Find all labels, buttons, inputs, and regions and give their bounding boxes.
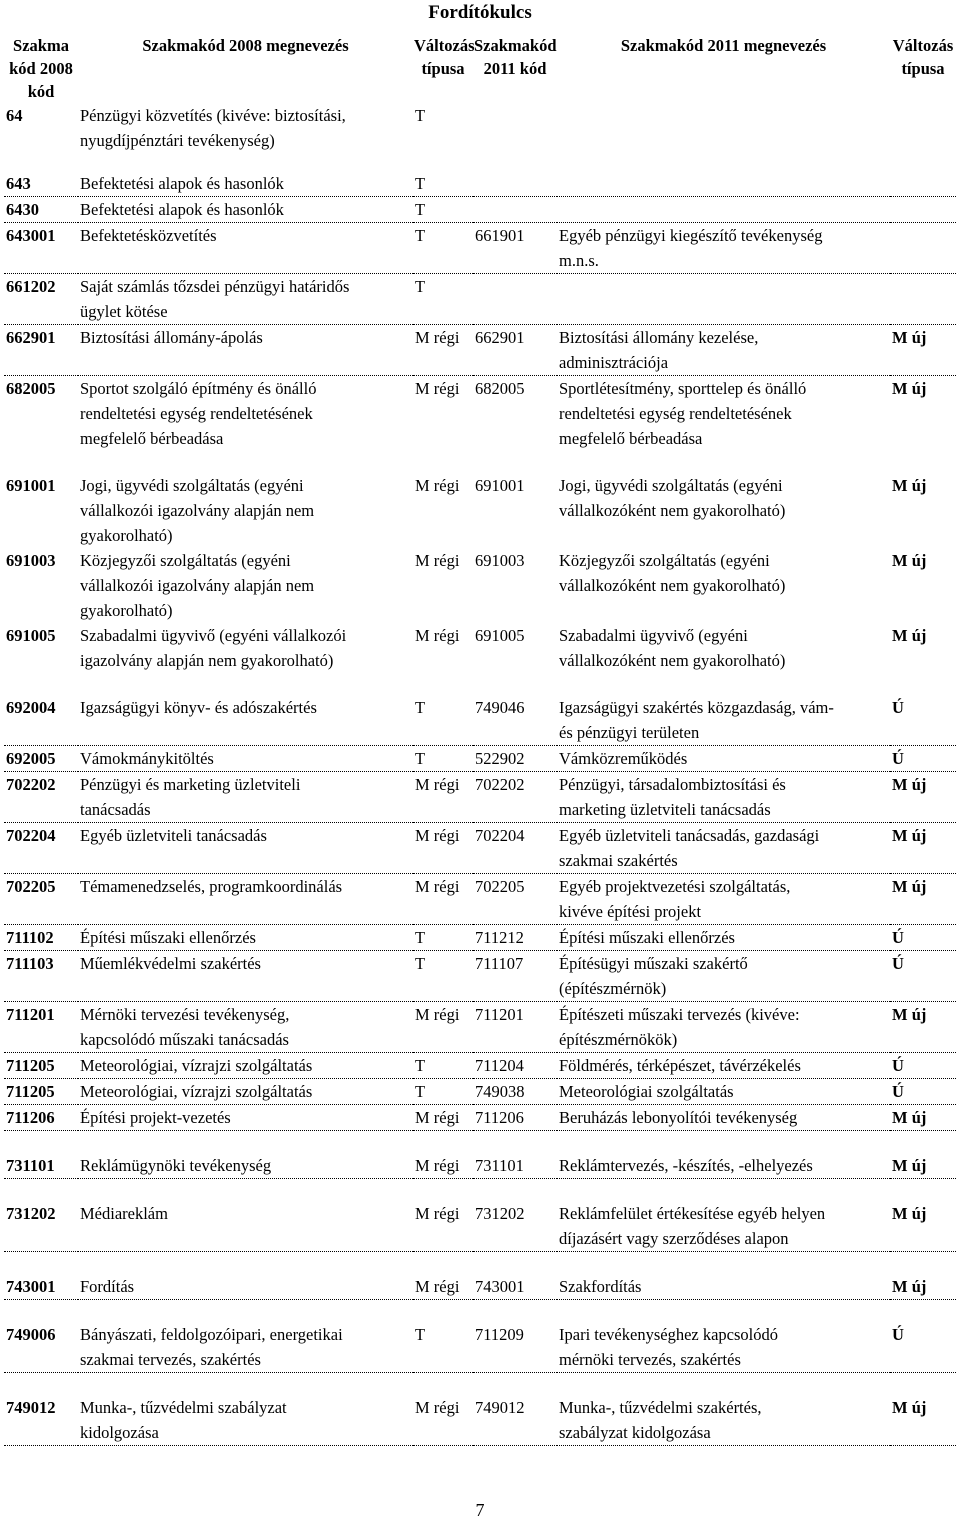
cell-name-2008: Sportot szolgáló építmény és önálló rendeltetési egység rendeltetésének megfelelő bérbeadása [80, 379, 317, 448]
cell-name-2011: Meteorológiai szolgáltatás [559, 1082, 734, 1101]
table-body [4, 103, 956, 1446]
cell-change-2008: T [415, 277, 426, 296]
cell-name-2008: Műemlékvédelmi szakértés [80, 954, 261, 973]
cell-code-2008: 682005 [6, 379, 56, 398]
table-row [4, 1105, 956, 1131]
cell-change-2011: M új [892, 1204, 927, 1223]
cell-change-2008: M régi [415, 476, 460, 495]
table-row [4, 1153, 956, 1178]
cell-change-2008: T [415, 749, 426, 768]
cell-name-2008: Meteorológiai, vízrajzi szolgáltatás [80, 1056, 313, 1075]
cell-name-2011 [557, 274, 890, 325]
cell-name-2011: Sportlétesítmény, sporttelep és önálló rendeltetési egység rendeltetésének megfelelő bérbeadása [559, 379, 807, 448]
cell-name-2008: Befektetésközvetítés [80, 226, 217, 245]
cell-code-2008: 662901 [6, 328, 56, 347]
cell-name-2008: Igazságügyi könyv- és adószakértés [80, 698, 317, 717]
cell-code-2008: 731101 [6, 1156, 55, 1175]
cell-code-2008: 643 [6, 174, 31, 193]
cell-name-2011 [557, 197, 890, 223]
cell-change-2011: M új [892, 1156, 927, 1175]
cell-code-2011 [473, 274, 557, 325]
cell-code-2011: 661901 [475, 226, 525, 245]
cell-change-2011: Ú [892, 1082, 904, 1101]
table-row [4, 1002, 956, 1053]
cell-change-2011 [890, 171, 956, 196]
cell-code-2008: 711201 [6, 1005, 55, 1024]
cell-name-2011: Egyéb üzletviteli tanácsadás, gazdasági szakmai szakértés [559, 826, 820, 870]
cell-code-2008: 661202 [6, 277, 56, 296]
cell-change-2011: M új [892, 476, 927, 495]
cell-change-2011 [890, 197, 956, 223]
row-gap [4, 673, 956, 695]
cell-code-2011: 702205 [475, 877, 525, 896]
cell-change-2011: Ú [892, 698, 904, 717]
cell-name-2011: Szabadalmi ügyvivő (egyéni vállalkozóként nem gyakorolható) [559, 626, 786, 670]
cell-code-2008: 692005 [6, 749, 56, 768]
cell-change-2011: M új [892, 826, 927, 845]
cell-code-2008: 711102 [6, 928, 54, 947]
row-gap-cell [4, 673, 956, 695]
cell-code-2008: 691001 [6, 476, 56, 495]
cell-code-2011: 662901 [475, 328, 525, 347]
row-gap [4, 451, 956, 473]
row-gap [4, 1179, 956, 1202]
cell-name-2011: Igazságügyi szakértés közgazdaság, vám- és pénzügyi területen [559, 698, 834, 742]
table-row [4, 1322, 956, 1372]
table-row [4, 473, 956, 548]
header-row [4, 34, 956, 103]
table-row [4, 548, 956, 623]
cell-code-2008: 743001 [6, 1277, 56, 1296]
cell-code-2011 [473, 103, 557, 153]
cell-code-2011: 711204 [475, 1056, 524, 1075]
row-gap-cell [4, 451, 956, 473]
cell-name-2008: Mérnöki tervezési tevékenység, kapcsolódó műszaki tanácsadás [80, 1005, 290, 1049]
table-row [4, 274, 956, 325]
cell-code-2008: 702205 [6, 877, 56, 896]
cell-name-2011: Munka-, tűzvédelmi szakértés, szabályzat kidolgozása [559, 1398, 762, 1442]
cell-name-2008: Munka-, tűzvédelmi szabályzat kidolgozása [80, 1398, 287, 1442]
table-row [4, 223, 956, 274]
cell-change-2008: T [415, 698, 426, 717]
header-name-2008: Szakmakód 2008 megnevezés [142, 36, 349, 55]
cell-code-2011: 691005 [475, 626, 525, 645]
cell-change-2008: T [415, 200, 426, 219]
cell-name-2011: Egyéb projektvezetési szolgáltatás, kivéve építési projekt [559, 877, 791, 921]
table-row [4, 325, 956, 376]
table-row [4, 171, 956, 196]
cell-code-2008: 643001 [6, 226, 56, 245]
cell-change-2008: M régi [415, 826, 460, 845]
row-gap [4, 1373, 956, 1396]
table-row [4, 1274, 956, 1299]
table-row [4, 1395, 956, 1445]
row-gap-cell [4, 1300, 956, 1323]
table-row [4, 623, 956, 673]
cell-name-2008: Építési műszaki ellenőrzés [80, 928, 256, 947]
cell-code-2008: 711205 [6, 1082, 55, 1101]
cell-code-2011: 749038 [475, 1082, 525, 1101]
cell-change-2008: T [415, 106, 426, 125]
cell-code-2011: 711209 [475, 1325, 524, 1344]
cell-code-2008: 64 [6, 106, 23, 125]
cell-name-2011: Reklámfelület értékesítése egyéb helyen díjazásért vagy szerződéses alapon [559, 1204, 826, 1248]
row-gap [4, 1300, 956, 1323]
translation-key-table [4, 34, 956, 1446]
cell-change-2011: M új [892, 379, 927, 398]
cell-code-2008: 692004 [6, 698, 56, 717]
cell-name-2011: Közjegyzői szolgáltatás (egyéni vállalkozóként nem gyakorolható) [559, 551, 786, 595]
row-gap-cell [4, 1252, 956, 1275]
row-gap-cell [4, 1373, 956, 1396]
cell-change-2011 [890, 103, 956, 153]
cell-change-2008: T [415, 1082, 426, 1101]
table-row [4, 376, 956, 452]
row-gap-cell [4, 1179, 956, 1202]
cell-change-2011: M új [892, 877, 927, 896]
row-gap [4, 1252, 956, 1275]
table-row [4, 925, 956, 951]
table-row [4, 746, 956, 772]
cell-name-2011: Vámközreműködés [559, 749, 688, 768]
cell-change-2008: M régi [415, 1398, 460, 1417]
cell-name-2008: Szabadalmi ügyvivő (egyéni vállalkozói igazolvány alapján nem gyakorolható) [80, 626, 347, 670]
cell-name-2011: Beruházás lebonyolítói tevékenység [559, 1108, 798, 1127]
cell-change-2008: M régi [415, 775, 460, 794]
cell-code-2011: 749012 [475, 1398, 525, 1417]
cell-code-2011 [473, 197, 557, 223]
row-gap-cell [4, 1131, 956, 1154]
cell-change-2008: M régi [415, 1156, 460, 1175]
cell-change-2011: Ú [892, 1056, 904, 1075]
cell-code-2008: 702204 [6, 826, 56, 845]
cell-code-2008: 749012 [6, 1398, 56, 1417]
cell-change-2011: M új [892, 551, 927, 570]
cell-name-2011: Pénzügyi, társadalombiztosítási és marketing üzletviteli tanácsadás [559, 775, 786, 819]
cell-code-2011: 743001 [475, 1277, 525, 1296]
table-row [4, 1201, 956, 1251]
cell-change-2008: M régi [415, 1108, 460, 1127]
cell-name-2008: Reklámügynöki tevékenység [80, 1156, 272, 1175]
cell-change-2008: T [415, 1325, 426, 1344]
cell-name-2011: Építési műszaki ellenőrzés [559, 928, 735, 947]
header-change-2008: Változás típusa [414, 36, 475, 78]
cell-change-2008: T [415, 226, 426, 245]
cell-change-2008: T [415, 928, 426, 947]
cell-name-2011: Szakfordítás [559, 1277, 642, 1296]
cell-code-2011: 682005 [475, 379, 525, 398]
cell-name-2008: Bányászati, feldolgozóipari, energetikai szakmai tervezés, szakértés [80, 1325, 343, 1369]
cell-code-2008: 711206 [6, 1108, 55, 1127]
header-code-2008: Szakma kód 2008 kód [9, 36, 73, 101]
cell-name-2011: Jogi, ügyvédi szolgáltatás (egyéni vállalkozóként nem gyakorolható) [559, 476, 786, 520]
cell-code-2008: 6430 [6, 200, 39, 219]
cell-code-2011: 702202 [475, 775, 525, 794]
cell-name-2008: Jogi, ügyvédi szolgáltatás (egyéni vállalkozói igazolvány alapján nem gyakorolható) [80, 476, 315, 545]
cell-change-2008: M régi [415, 1005, 460, 1024]
page-number: 7 [475, 1500, 485, 1520]
cell-change-2011: M új [892, 1398, 927, 1417]
cell-code-2008: 691003 [6, 551, 56, 570]
cell-code-2011: 711206 [475, 1108, 524, 1127]
table-row [4, 823, 956, 874]
row-separator-line [4, 1445, 956, 1446]
cell-code-2011: 711201 [475, 1005, 524, 1024]
cell-change-2011: Ú [892, 954, 904, 973]
cell-name-2008: Saját számlás tőzsdei pénzügyi határidős ügylet kötése [80, 277, 350, 321]
cell-name-2008: Egyéb üzletviteli tanácsadás [80, 826, 267, 845]
table-row [4, 1079, 956, 1105]
table-row [4, 874, 956, 925]
cell-change-2008: M régi [415, 1277, 460, 1296]
cell-change-2011: M új [892, 1108, 927, 1127]
cell-name-2011: Ipari tevékenységhez kapcsolódó mérnöki tervezés, szakértés [559, 1325, 778, 1369]
cell-code-2011 [473, 171, 557, 196]
cell-change-2011: M új [892, 775, 927, 794]
cell-code-2008: 749006 [6, 1325, 56, 1344]
cell-name-2008: Fordítás [80, 1277, 135, 1296]
row-gap-cell [4, 153, 956, 171]
cell-change-2008: M régi [415, 877, 460, 896]
cell-name-2008: Biztosítási állomány-ápolás [80, 328, 263, 347]
cell-change-2011: M új [892, 626, 927, 645]
cell-change-2011: M új [892, 328, 927, 347]
cell-name-2008: Pénzügyi közvetítés (kivéve: biztosítási, nyugdíjpénztári tevékenység) [80, 106, 346, 150]
cell-change-2011: Ú [892, 749, 904, 768]
header-code-2011: Szakmakód 2011 kód [474, 36, 557, 78]
table-row [4, 1053, 956, 1079]
cell-change-2008: M régi [415, 328, 460, 347]
table-row [4, 695, 956, 745]
header-change-2011: Változás típusa [892, 36, 954, 78]
cell-name-2011: Biztosítási állomány kezelése, adminisztrációja [559, 328, 759, 372]
cell-code-2008: 702202 [6, 775, 56, 794]
cell-change-2011 [890, 274, 956, 325]
row-gap [4, 1131, 956, 1154]
cell-code-2011: 691001 [475, 476, 525, 495]
cell-name-2011: Építészeti műszaki tervezés (kivéve: építészmérnökök) [559, 1005, 800, 1049]
cell-code-2011: 711212 [475, 928, 524, 947]
cell-name-2008: Vámokmánykitöltés [80, 749, 214, 768]
cell-name-2008: Témamenedzselés, programkoordinálás [80, 877, 343, 896]
cell-change-2008: T [415, 1056, 426, 1075]
cell-name-2011: Földmérés, térképészet, távérzékelés [559, 1056, 801, 1075]
cell-code-2008: 711205 [6, 1056, 55, 1075]
cell-name-2008: Építési projekt-vezetés [80, 1108, 231, 1127]
cell-code-2008: 731202 [6, 1204, 56, 1223]
cell-name-2008: Médiareklám [80, 1204, 168, 1223]
cell-code-2011: 711107 [475, 954, 524, 973]
cell-change-2008: T [415, 174, 426, 193]
cell-name-2011: Építésügyi műszaki szakértő (építészmérnök) [559, 954, 748, 998]
cell-change-2008: M régi [415, 1204, 460, 1223]
cell-code-2011: 731101 [475, 1156, 524, 1175]
cell-change-2008: M régi [415, 379, 460, 398]
header-name-2011: Szakmakód 2011 megnevezés [620, 36, 827, 55]
cell-code-2011: 691003 [475, 551, 525, 570]
cell-name-2008: Meteorológiai, vízrajzi szolgáltatás [80, 1082, 313, 1101]
row-gap [4, 153, 956, 171]
table-row [4, 197, 956, 223]
cell-change-2011: M új [892, 1005, 927, 1024]
cell-change-2008: M régi [415, 551, 460, 570]
table-row [4, 103, 956, 153]
cell-code-2011: 749046 [475, 698, 525, 717]
cell-name-2008: Befektetési alapok és hasonlók [80, 200, 284, 219]
cell-change-2011 [890, 223, 956, 274]
cell-name-2008: Pénzügyi és marketing üzletviteli tanácsadás [80, 775, 301, 819]
cell-name-2011 [557, 171, 890, 196]
cell-change-2011: M új [892, 1277, 927, 1296]
page-title: Fordítókulcs [428, 2, 532, 23]
cell-change-2008: M régi [415, 626, 460, 645]
cell-name-2011 [557, 103, 890, 153]
cell-name-2008: Közjegyzői szolgáltatás (egyéni vállalkozói igazolvány alapján nem gyakorolható) [80, 551, 315, 620]
table-row [4, 772, 956, 823]
cell-code-2011: 522902 [475, 749, 525, 768]
cell-change-2011: Ú [892, 928, 904, 947]
cell-name-2011: Egyéb pénzügyi kiegészítő tevékenység m.n.s. [559, 226, 823, 270]
table-row [4, 951, 956, 1002]
cell-change-2011: Ú [892, 1325, 904, 1344]
cell-name-2008: Befektetési alapok és hasonlók [80, 174, 284, 193]
cell-code-2011: 702204 [475, 826, 525, 845]
cell-change-2008: T [415, 954, 426, 973]
row-separator [4, 1445, 956, 1446]
cell-code-2008: 691005 [6, 626, 56, 645]
cell-code-2011: 731202 [475, 1204, 525, 1223]
cell-name-2011: Reklámtervezés, -készítés, -elhelyezés [559, 1156, 813, 1175]
cell-code-2008: 711103 [6, 954, 54, 973]
